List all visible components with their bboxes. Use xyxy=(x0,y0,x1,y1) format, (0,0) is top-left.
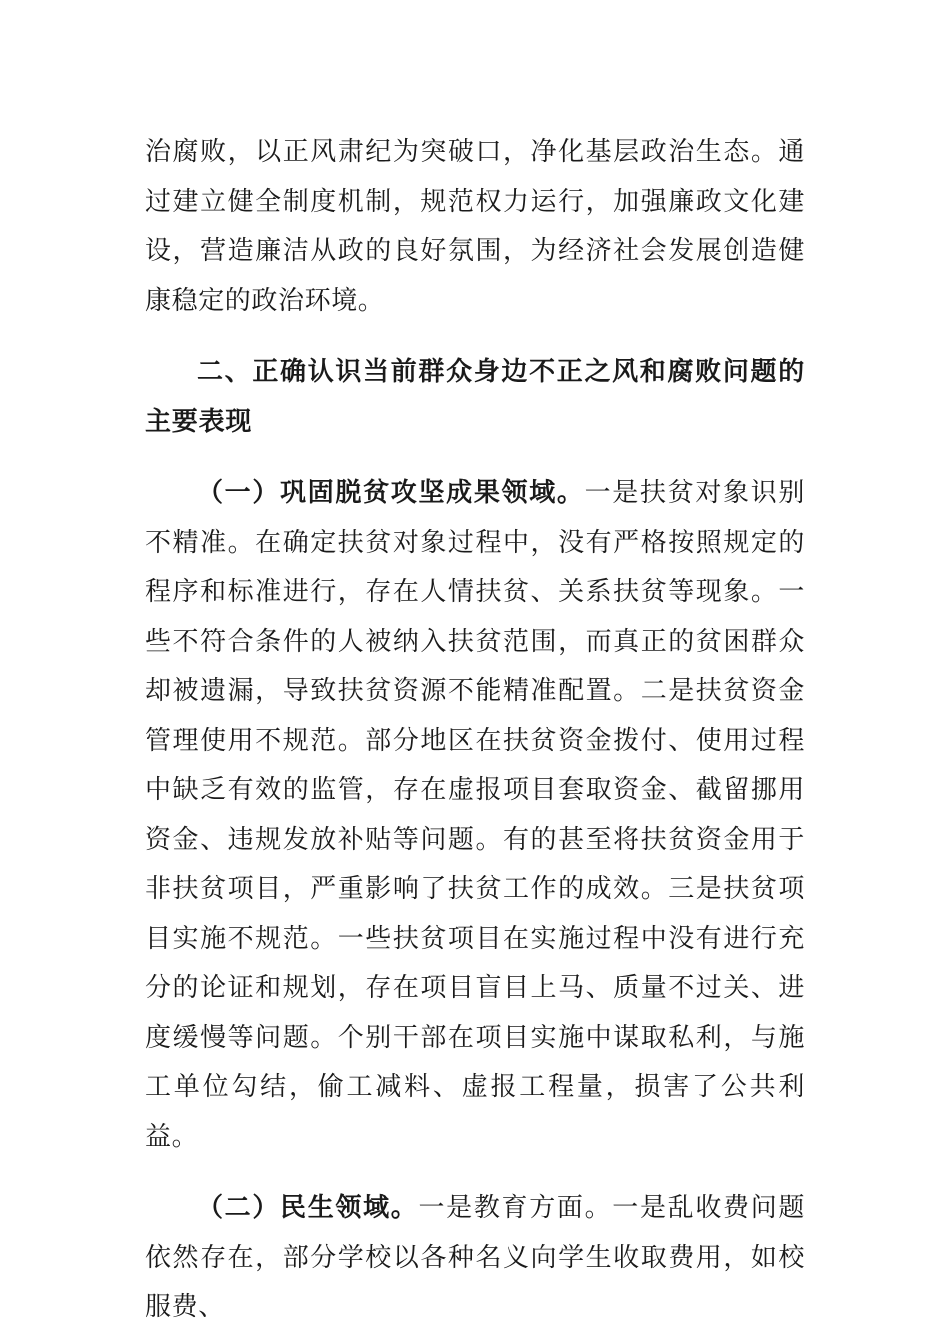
subsection-1-title: （一）巩固脱贫攻坚成果领域。 xyxy=(197,478,585,508)
subsection-1-body: 一是扶贫对象识别不精准。在确定扶贫对象过程中，没有严格按照规定的程序和标准进行，存在人情扶贫、关系扶贫等现象。一些不符合条件的人被纳入扶贫范围，而真正的贫困群众却被遗漏，导致扶贫资源不能精准配置。二是扶贫资金管理使用不规范。部分地区在扶贫资金拨付、使用过程中缺乏有效的监管，存在虚报项目套取资金、截留挪用资金、违规发放补贴等问题。有的甚至将扶贫资金用于非扶贫项目，严重影响了扶贫工作的成效。三是扶贫项目实施不规范。一些扶贫项目在实施过程中没有进行充分的论证和规划，存在项目盲目上马、质量不过关、进度缓慢等问题。个别干部在项目实施中谋取私利，与施工单位勾结，偷工减料、虚报工程量，损害了公共利益。 xyxy=(145,478,805,1152)
subsection-2-body: 一是教育方面。一是乱收费问题依然存在，部分学校以各种名义向学生收取费用，如校服费、 xyxy=(145,1193,805,1322)
section-heading-2: 二、正确认识当前群众身边不正之风和腐败问题的主要表现 xyxy=(145,357,805,437)
document-page xyxy=(145,128,805,1333)
subsection-2-paragraph xyxy=(145,1184,805,1333)
paragraph-continuation: 治腐败，以正风肃纪为突破口，净化基层政治生态。通过建立健全制度机制，规范权力运行，加强廉政文化建设，营造廉洁从政的良好氛围，为经济社会发展创造健康稳定的政治环境。 xyxy=(145,137,805,316)
subsection-1-paragraph xyxy=(145,469,805,1162)
subsection-2-title: （二）民生领域。 xyxy=(197,1193,419,1223)
